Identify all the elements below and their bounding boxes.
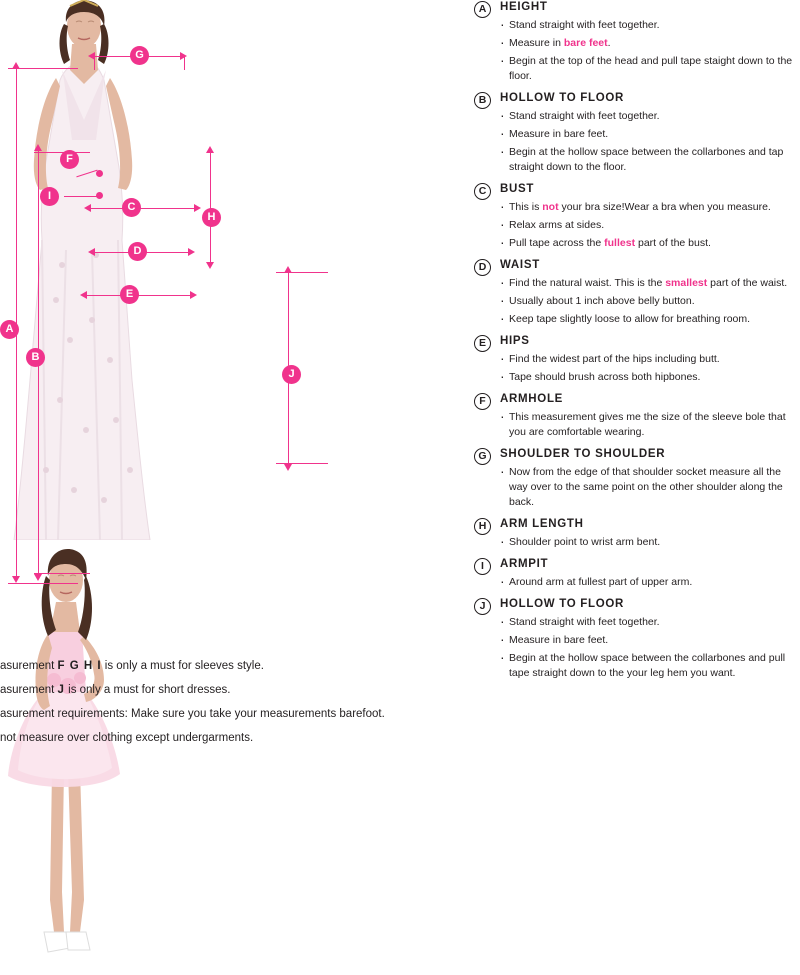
entry-armpit — [468, 558, 794, 590]
bullet-text: Measure in bare feet. — [509, 128, 609, 140]
measure-arrow-b-bottom — [34, 574, 42, 581]
figure-tag-g: G — [130, 46, 149, 65]
bullet — [500, 633, 794, 648]
footnote-post: is only a must for short dresses. — [64, 684, 231, 696]
entry-bullets-a — [500, 18, 794, 84]
entry-arm-length — [468, 518, 794, 550]
bullet — [500, 18, 794, 33]
measure-arrow-h-top — [206, 146, 214, 153]
bullet-text: Stand straight with feet together. — [509, 110, 660, 122]
bullet-text: Usually about 1 inch above belly button. — [509, 295, 695, 307]
measure-tick-j-top — [276, 272, 328, 273]
entry-title-c: BUST — [500, 183, 535, 195]
entry-bullets-g — [500, 465, 794, 510]
measure-line-c — [88, 208, 198, 209]
bullet — [500, 312, 794, 327]
measure-arrow-c-left — [84, 204, 91, 212]
entry-bullets-e — [500, 352, 794, 385]
entry-hollow-to-hem — [468, 598, 794, 681]
bullet — [500, 352, 794, 367]
footnote-pre: asurement — [0, 660, 58, 672]
bullet — [500, 535, 794, 550]
entry-title-f: ARMHOLE — [500, 393, 564, 405]
entry-armhole — [468, 393, 794, 440]
entry-title-e: HIPS — [500, 335, 530, 347]
figure-tag-b: B — [26, 348, 45, 367]
entry-title-i: ARMPIT — [500, 558, 549, 570]
bullet-text: part of the bust. — [635, 237, 711, 249]
bullet — [500, 36, 794, 51]
entry-hips — [468, 335, 794, 385]
measure-tick-a-top — [8, 68, 78, 69]
long-gown-figure — [0, 0, 168, 540]
measure-tick-g-left — [94, 56, 95, 70]
bullet-text: Measure in bare feet. — [509, 634, 609, 646]
bullet-text: Keep tape slightly loose to allow for breathing room. — [509, 313, 751, 325]
entry-badge-f: F — [474, 393, 491, 410]
bullet-text: Pull tape across the — [509, 237, 605, 249]
bullet — [500, 236, 794, 251]
entry-waist — [468, 259, 794, 327]
entry-badge-c: C — [474, 183, 491, 200]
bullet — [500, 410, 794, 440]
measure-arrow-d-right — [188, 248, 195, 256]
entry-title-b: HOLLOW TO FLOOR — [500, 92, 624, 104]
measurement-definitions-panel — [462, 0, 800, 800]
measure-arrow-d-left — [88, 248, 95, 256]
bullet — [500, 575, 794, 590]
bullet-text: Stand straight with feet together. — [509, 616, 660, 628]
illustration-panel — [0, 0, 462, 800]
entry-badge-i: I — [474, 558, 491, 575]
entry-badge-b: B — [474, 92, 491, 109]
figures-group — [0, 0, 462, 640]
footnote-bold: F G H I — [57, 660, 102, 672]
entry-badge-h: H — [474, 518, 491, 535]
bullet — [500, 370, 794, 385]
bullet-text: Find the widest part of the hips including butt. — [509, 353, 720, 365]
measure-tick-a-bottom — [8, 583, 78, 584]
figure-tag-d: D — [128, 242, 147, 261]
footnotes-block — [0, 660, 420, 756]
bullet — [500, 615, 794, 630]
bullet-text: Relax arms at sides. — [509, 219, 605, 231]
bullet-text: . — [607, 37, 611, 49]
entry-title-a: HEIGHT — [500, 1, 548, 13]
figure-tag-e: E — [120, 285, 139, 304]
entry-bullets-h — [500, 535, 794, 550]
entry-bullets-d — [500, 276, 794, 327]
figure-tag-j: J — [282, 365, 301, 384]
bullet-text: part of the waist. — [707, 277, 788, 289]
entry-bullets-c — [500, 200, 794, 251]
entry-bullets-i — [500, 575, 794, 590]
figure-tag-i: I — [40, 187, 59, 206]
measure-arrow-j-bottom — [284, 464, 292, 471]
measure-arrow-e-left — [80, 291, 87, 299]
footnote-post: is only a must for sleeves style. — [101, 660, 264, 672]
measure-arrow-c-right — [194, 204, 201, 212]
footnote-row — [0, 732, 420, 745]
figure-tag-c: C — [122, 198, 141, 217]
footnote-row — [0, 660, 420, 673]
bullet — [500, 465, 794, 510]
bullet — [500, 145, 794, 175]
entry-bullets-f — [500, 410, 794, 440]
bullet — [500, 294, 794, 309]
bullet-text: Begin at the top of the head and pull tape staight down to the floor. — [509, 55, 793, 82]
bullet-text: Measure in — [509, 37, 564, 49]
bullet-highlight: not — [542, 201, 559, 213]
footnote-pre: asurement — [0, 684, 58, 696]
bullet — [500, 109, 794, 124]
measure-arrow-h-bottom — [206, 262, 214, 269]
measure-line-h — [210, 152, 211, 262]
measure-line-e — [84, 295, 194, 296]
bullet — [500, 218, 794, 233]
entry-title-j: HOLLOW TO FLOOR — [500, 598, 624, 610]
entry-hollow-to-floor — [468, 92, 794, 175]
long-gown-illustration — [0, 0, 168, 540]
entry-title-h: ARM LENGTH — [500, 518, 584, 530]
measure-tick-g-right — [184, 56, 185, 70]
entry-shoulder-to-shoulder — [468, 448, 794, 510]
entry-badge-e: E — [474, 335, 491, 352]
bullet-text: Begin at the hollow space between the collarbones and pull tape straight down to the your leg hem you want. — [509, 652, 786, 679]
bullet — [500, 54, 794, 84]
entry-bullets-b — [500, 109, 794, 175]
entry-height — [468, 1, 794, 84]
bullet-text: your bra size!Wear a bra when you measure. — [558, 201, 771, 213]
entry-badge-j: J — [474, 598, 491, 615]
entry-badge-d: D — [474, 259, 491, 276]
bullet-text: Find the natural waist. This is the — [509, 277, 666, 289]
measure-arrow-e-right — [190, 291, 197, 299]
bullet-text: Now from the edge of that shoulder socket measure all the way over to the same point on the other shoulder along the back. — [509, 466, 783, 508]
figure-tag-a: A — [0, 320, 19, 339]
bullet-text: This is — [509, 201, 543, 213]
bullet — [500, 200, 794, 215]
bullet-highlight: smallest — [665, 277, 708, 289]
bullet — [500, 276, 794, 291]
bullet-text: Stand straight with feet together. — [509, 19, 660, 31]
entry-title-d: WAIST — [500, 259, 540, 271]
footnote-bold: J — [57, 684, 65, 696]
bullet — [500, 127, 794, 142]
bullet-text: Begin at the hollow space between the collarbones and tap straight down to the floor. — [509, 146, 784, 173]
bullet — [500, 651, 794, 681]
footnote-pre: asurement requirements: Make sure you take your measurements barefoot. — [0, 708, 385, 720]
bullet-text: Around arm at fullest part of upper arm. — [509, 576, 693, 588]
measure-tick-b-bottom — [34, 573, 90, 574]
entry-badge-a: A — [474, 1, 491, 18]
footnote-row — [0, 708, 420, 721]
entry-title-g: SHOULDER TO SHOULDER — [500, 448, 666, 460]
bullet-text: Tape should brush across both hipbones. — [509, 371, 701, 383]
bullet-highlight: bare feet — [563, 37, 608, 49]
bullet-highlight: fullest — [604, 237, 636, 249]
entry-bust — [468, 183, 794, 251]
footnote-pre: not measure over clothing except undergarments. — [0, 732, 254, 744]
measure-tick-j-bottom — [276, 463, 328, 464]
figure-tag-h: H — [202, 208, 221, 227]
bullet-text: Shoulder point to wrist arm bent. — [509, 536, 661, 548]
bullet-text: This measurement gives me the size of the sleeve bole that you are comfortable wearing. — [509, 411, 786, 438]
measure-arrow-a-bottom — [12, 576, 20, 583]
entry-bullets-j — [500, 615, 794, 681]
measure-line-i — [64, 196, 98, 197]
measure-arrow-b-top — [34, 144, 42, 151]
figure-tag-f: F — [60, 150, 79, 169]
entry-badge-g: G — [474, 448, 491, 465]
footnote-row — [0, 684, 420, 697]
